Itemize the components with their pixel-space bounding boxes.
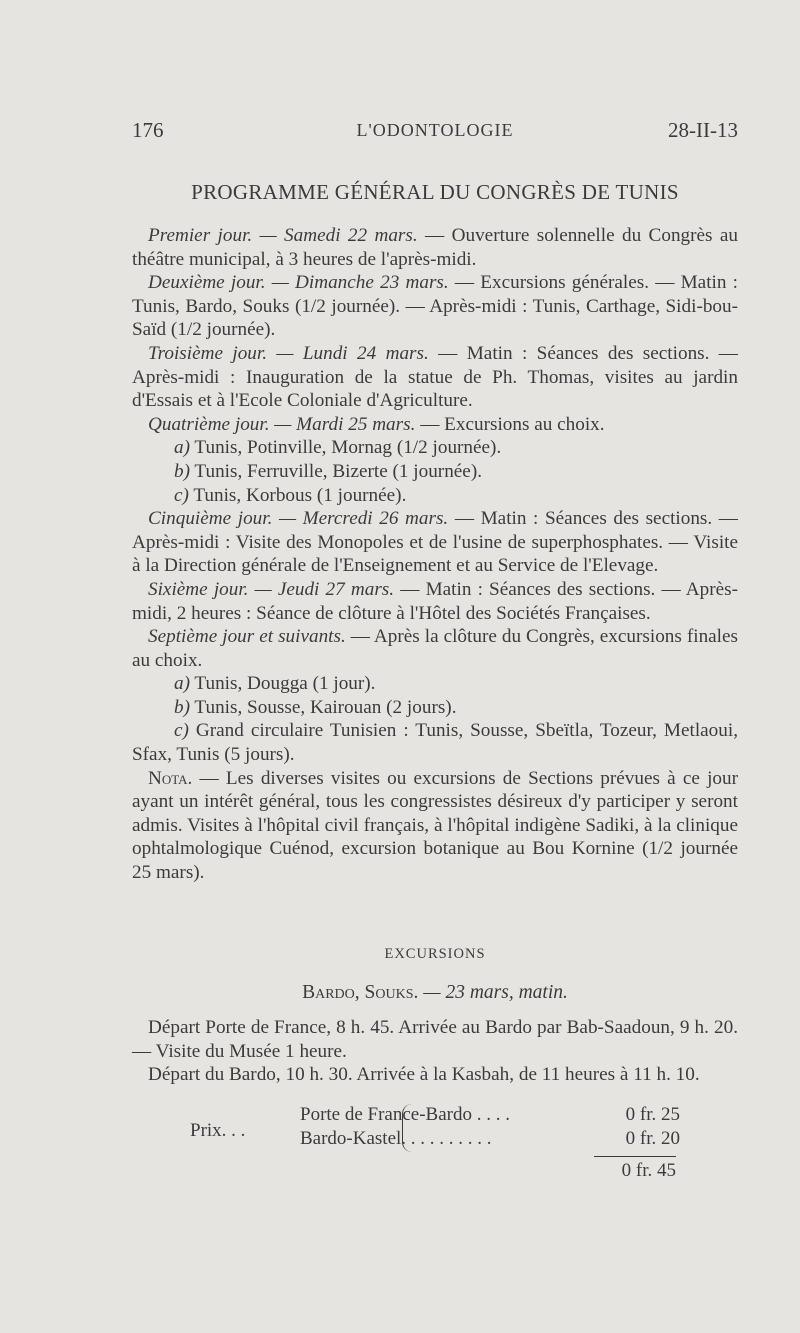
option-item bbox=[132, 484, 738, 508]
section-heading: EXCURSIONS bbox=[384, 946, 486, 962]
day-paragraph bbox=[132, 271, 738, 342]
option-marker: b) bbox=[174, 696, 190, 718]
day-lead: Quatrième jour. — Mardi 25 mars. bbox=[148, 413, 416, 435]
option-marker: c) bbox=[174, 484, 189, 506]
day-lead: Septième jour et suivants. bbox=[148, 626, 346, 648]
day-lead: Sixième jour. — Jeudi 27 mars. bbox=[148, 578, 395, 600]
option-text: Tunis, Dougga (1 jour). bbox=[189, 673, 376, 695]
day-text: — Ouverture solennelle du Congrès au théâtre municipal, à 3 heures de l'après-midi. bbox=[132, 225, 738, 270]
option-marker: b) bbox=[174, 460, 190, 482]
day-paragraph bbox=[132, 578, 738, 625]
option-text: Tunis, Ferruville, Bizerte (1 journée). bbox=[189, 460, 483, 482]
running-title: L'ODONTOLOGIE bbox=[356, 120, 514, 140]
price-table bbox=[132, 1104, 738, 1194]
page-header bbox=[132, 118, 738, 148]
total-rule bbox=[594, 1156, 676, 1157]
issue-date: 28-II-13 bbox=[668, 118, 738, 142]
option-text: Tunis, Sousse, Kairouan (2 jours). bbox=[189, 696, 457, 718]
option-text: Grand circulaire Tunisien : Tunis, Sousse, Sbeïtla, Tozeur, Metlaoui, Sfax, Tunis (5 jours). bbox=[132, 720, 738, 766]
option-text: Tunis, Potinville, Mornag (1/2 journée). bbox=[189, 437, 502, 459]
day-lead: Deuxième jour. — Dimanche 23 mars. bbox=[148, 272, 449, 294]
option-item bbox=[132, 460, 738, 484]
day-lead: Cinquième jour. — Mercredi 26 mars. bbox=[148, 508, 449, 530]
day-text: — Après la clôture du Congrès, excursions finales au choix. bbox=[132, 626, 738, 671]
price-row-label: Porte de France-Bardo . . . . bbox=[300, 1104, 510, 1125]
price-total: 0 fr. 45 bbox=[621, 1160, 676, 1181]
excursion-paragraph: Départ Porte de France, 8 h. 45. Arrivée au Bardo par Bab-Saadoun, 9 h. 20. — Visite du Musée 1 heure. bbox=[132, 1017, 738, 1062]
day-text: — Excursions au choix. bbox=[415, 413, 605, 435]
option-item bbox=[132, 672, 738, 696]
option-text: Tunis, Korbous (1 journée). bbox=[188, 484, 407, 506]
nota-paragraph bbox=[132, 767, 738, 885]
option-item bbox=[132, 719, 738, 766]
day-text: — Matin : Séances des sections. — Après-midi : Inauguration de la statue de Ph. Thomas, visites au jardin d'Essais et à l'Ecole Coloniale d'Agriculture. bbox=[132, 342, 738, 412]
price-label: Prix. . . bbox=[190, 1120, 246, 1141]
page-title: PROGRAMME GÉNÉRAL DU CONGRÈS DE TUNIS bbox=[191, 180, 679, 204]
page-number: 176 bbox=[132, 118, 164, 142]
price-row-value: 0 fr. 20 bbox=[625, 1128, 680, 1149]
day-paragraph bbox=[132, 507, 738, 578]
price-row-label: Bardo-Kastel. . . . . . . . . . bbox=[300, 1128, 492, 1149]
option-marker: c) bbox=[174, 720, 189, 742]
day-text: — Excursions générales. — Matin : Tunis, Bardo, Souks (1/2 journée). — Après-midi : Tunis, Carthage, Sidi-bou-Saïd (1/2 journée). bbox=[132, 272, 738, 341]
day-text: — Matin : Séances des sections. — Après-midi : Visite des Monopoles et de l'usine de superphosphates. — Visite à la Direction générale de l'Enseignement et au Service de l'Elevage. bbox=[132, 508, 738, 577]
option-marker: a) bbox=[174, 437, 190, 459]
price-row-value: 0 fr. 25 bbox=[625, 1104, 680, 1125]
excursion-body bbox=[132, 1016, 738, 1087]
excursion-title bbox=[132, 982, 738, 1004]
day-text: — Matin : Séances des sections. — Après-midi, 2 heures : Séance de clôture à l'Hôtel des Sociétés Françaises. bbox=[132, 578, 738, 624]
excursion-place: Bardo, Souks. bbox=[302, 982, 419, 1003]
programme-body bbox=[132, 224, 738, 885]
nota-text: — Les diverses visites ou excursions de Sections prévues à ce jour ayant un intérêt général, tous les congressistes désireux d'y participer y seront admis. Visites à l'hôpital civil français, à l'hôpital indigène Sadiki, à la clinique ophtalmologique Cuénod, excursion botanique au Bou Kornine (1/2 journée 25 mars). bbox=[132, 767, 738, 884]
excursion-date: — 23 mars, matin. bbox=[418, 982, 568, 1003]
option-marker: a) bbox=[174, 673, 190, 695]
option-item bbox=[132, 436, 738, 460]
day-lead: Troisième jour. — Lundi 24 mars. bbox=[148, 342, 429, 364]
day-paragraph bbox=[132, 224, 738, 271]
excursion-paragraph: Départ du Bardo, 10 h. 30. Arrivée à la Kasbah, de 11 heures à 11 h. 10. bbox=[148, 1064, 700, 1086]
day-lead: Premier jour. — Samedi 22 mars. bbox=[148, 225, 418, 246]
nota-label: Nota. bbox=[148, 767, 193, 789]
day-paragraph bbox=[132, 413, 738, 437]
day-paragraph bbox=[132, 625, 738, 672]
day-paragraph bbox=[132, 342, 738, 413]
option-item bbox=[132, 696, 738, 720]
